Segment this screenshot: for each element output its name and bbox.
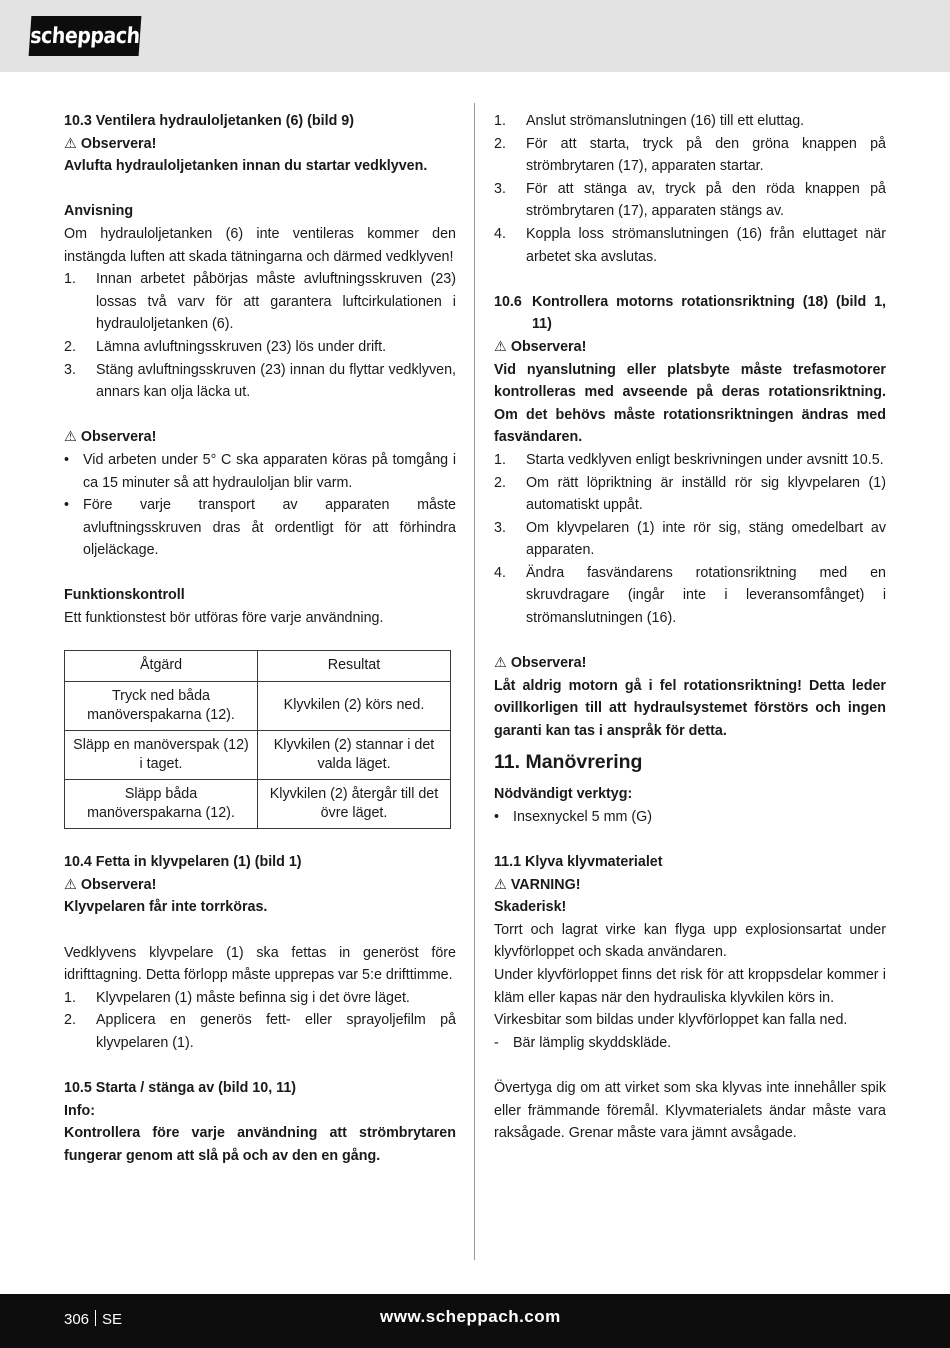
list-item: 2. Om rätt löpriktning är inställd rör sig klyvpelaren (1) automatiskt uppåt. [494, 474, 886, 514]
list-item: 1. Klyvpelaren (1) måste befinna sig i det övre läget. [64, 989, 410, 1006]
tools-title: Nödvändigt verktyg: [494, 786, 633, 803]
list-item: 2. Applicera en generös fett- eller sprayoljefilm på klyvpelaren (1). [64, 1012, 456, 1051]
section-10-6-title: 10.6 Kontrollera motorns rotationsriktning (18) (bild 1, 11) [494, 293, 886, 333]
warning-triangle-icon: ⚠ [64, 429, 77, 446]
warning-triangle-icon: ⚠ [494, 876, 507, 893]
list-item: 2. Lämna avluftningsskruven (23) lös under drift. [64, 338, 387, 355]
funktionskontroll-title: Funktionskontroll [64, 587, 185, 604]
table-cell: Klyvkilen (2) stannar i det valda läget. [258, 730, 451, 779]
table-row [65, 730, 451, 779]
table-row [65, 779, 451, 828]
section-10-3-title: 10.3 Ventilera hydrauloljetanken (6) (bild 9) [64, 113, 354, 129]
paragraph: Under klyvförloppet finns det risk för att kroppsdelar kommer i kläm eller kapas när den hydrauliska klyvkilen körs in. [494, 966, 886, 1006]
list-item: 1. Innan arbetet påbörjas måste avluftningsskruven (23) lossas två varv för att garantera luftcirkulationen i hydrauloljetanken (6). [64, 271, 456, 333]
warning-text: Låt aldrig motorn gå i fel rotationsriktning! Detta leder ovillkorligen till att hydraulsystemet förstörs och ingen garanti kan tas i anspråk för detta. [494, 677, 886, 740]
warning-text: Avlufta hydrauloljetanken innan du startar vedklyven. [64, 158, 428, 175]
table-cell: Släpp båda manöverspakarna (12). [65, 779, 258, 828]
observera-label: ⚠ Observera! [64, 426, 456, 449]
paragraph: Övertyga dig om att virket som ska klyvas inte innehåller spik eller främmande föremål. Klyvmaterialets ändar måste vara raksågade. Grenar måste vara jämnt avsågade. [494, 1079, 886, 1142]
list-item: 3. Stäng avluftningsskruven (23) innan du flyttar vedklyven, annars kan olja läcka ut. [64, 361, 456, 401]
steps-list [64, 987, 456, 1055]
skaderisk-label: Skaderisk! [494, 899, 567, 916]
function-table [64, 650, 451, 829]
right-column [494, 110, 886, 1145]
anvisning-text: Om hydrauloljetanken (6) inte ventileras kommer den instängda luften att skada tätningarna och därmed vedklyven! [64, 225, 456, 265]
list-item: 3. För att stänga av, tryck på den röda knappen på strömbrytaren (17), apparaten stängs av. [494, 180, 886, 220]
list-item: 1. Starta vedklyven enligt beskrivningen under avsnitt 10.5. [494, 451, 884, 468]
observera-label: ⚠ Observera! [494, 336, 886, 359]
warning-text: Klyvpelaren får inte torrköras. [64, 899, 268, 916]
section-10-4-title: 10.4 Fetta in klyvpelaren (1) (bild 1) [64, 854, 302, 871]
funktionskontroll-text: Ett funktionstest bör utföras före varje användning. [64, 610, 384, 627]
info-text: Kontrollera före varje användning att strömbrytaren fungerar genom att slå på och av den en gång. [64, 1125, 456, 1164]
list-item: - Bär lämplig skyddskläde. [494, 1034, 672, 1051]
list-item: 2. För att starta, tryck på den gröna knappen på strömbrytaren (17), apparaten startar. [494, 135, 886, 175]
table-row [65, 681, 451, 730]
website-url: www.scheppach.com [380, 1307, 561, 1326]
bullet-list [64, 449, 456, 562]
list-item: 3. Om klyvpelaren (1) inte rör sig, stäng omedelbart av apparaten. [494, 519, 886, 559]
warning-triangle-icon: ⚠ [64, 876, 77, 893]
list-item: • Vid arbeten under 5° C ska apparaten köras på tomgång i ca 15 minuter så att hydrauloljan blir varm. [64, 451, 456, 491]
warning-triangle-icon: ⚠ [494, 655, 507, 672]
warning-triangle-icon: ⚠ [494, 338, 507, 355]
anvisning-title: Anvisning [64, 203, 134, 220]
section-10-5-title: 10.5 Starta / stänga av (bild 10, 11) [64, 1080, 297, 1097]
table-header-cell: Åtgärd [65, 650, 258, 681]
section-10-4-text: Vedklyvens klyvpelare (1) ska fettas in generöst före idrifttagning. Detta förlopp måste upprepas var 5:e drifttimme. [64, 944, 456, 984]
steps-list [494, 449, 886, 630]
steps-list [494, 110, 886, 268]
page-header [0, 0, 950, 72]
page-number: 306 SE [64, 1311, 123, 1328]
table-cell: Släpp en manöverspak (12) i taget. [65, 730, 258, 779]
warning-text: Vid nyanslutning eller platsbyte måste trefasmotorer kontrolleras med avseende på deras rotationsriktning. Om det behövs måste rotationsriktningen ändras med fasvändaren. [494, 361, 886, 446]
paragraph: Torrt och lagrat virke kan flyga upp explosionsartat under klyvförloppet och skada användaren. [494, 921, 886, 961]
left-column [64, 110, 456, 1168]
list-item: • Före varje transport av apparaten måste avluftningsskruven dras åt ordentligt för att förhindra oljeläckage. [64, 497, 456, 559]
observera-label: ⚠ Observera! [494, 652, 886, 675]
list-item: 4. Ändra fasvändarens rotationsriktning med en skruvdragare (ingår inte i leveransomfånget) i strömanslutningen (16). [494, 564, 886, 627]
steps-list [64, 268, 456, 404]
column-divider [474, 103, 475, 1260]
varning-label: ⚠ VARNING! [494, 874, 886, 897]
paragraph: Virkesbitar som bildas under klyvförloppet kan falla ned. [494, 1012, 848, 1029]
list-item: 1. Anslut strömanslutningen (16) till ett eluttag. [494, 113, 805, 129]
table-cell: Klyvkilen (2) återgår till det övre läget. [258, 779, 451, 828]
table-header-cell: Resultat [258, 650, 451, 681]
table-cell: Klyvkilen (2) körs ned. [258, 681, 451, 730]
list-item: • Insexnyckel 5 mm (G) [494, 808, 653, 825]
observera-label: ⚠ Observera! [64, 133, 456, 156]
section-11-1-title: 11.1 Klyva klyvmaterialet [494, 854, 663, 870]
info-label: Info: [64, 1102, 95, 1119]
page-footer [0, 1294, 950, 1348]
list-item: 4. Koppla loss strömanslutningen (16) från eluttaget när arbetet ska avslutas. [494, 225, 886, 265]
scheppach-logo: scheppach [29, 16, 142, 56]
table-cell: Tryck ned båda manöverspakarna (12). [65, 681, 258, 730]
warning-triangle-icon: ⚠ [64, 135, 77, 152]
observera-label: ⚠ Observera! [64, 874, 456, 897]
chapter-11-title: 11. Manövrering [494, 750, 643, 773]
table-header-row [65, 650, 451, 681]
